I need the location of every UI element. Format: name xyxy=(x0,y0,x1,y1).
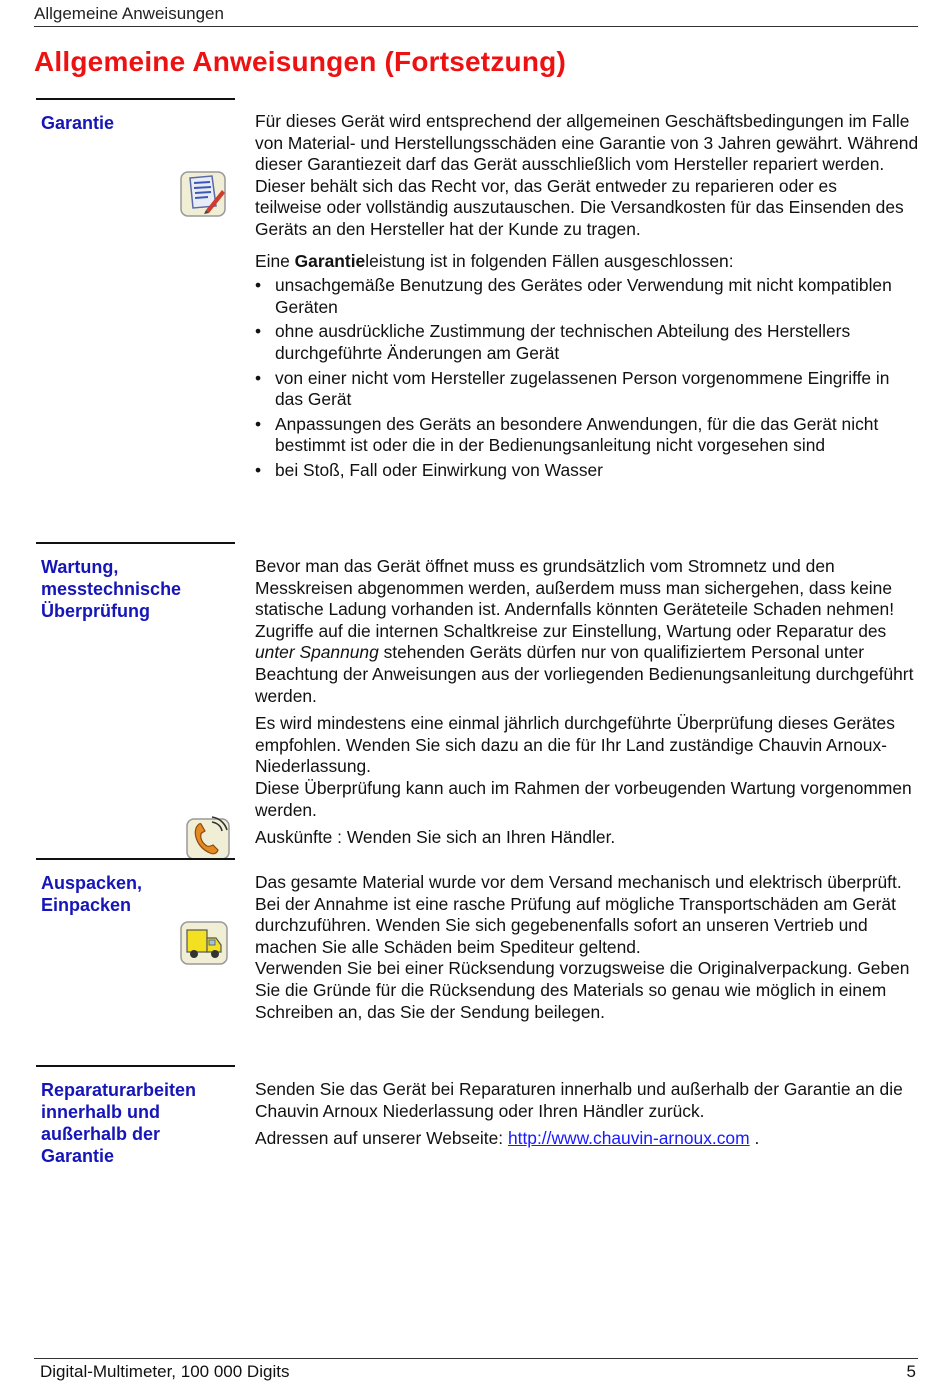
paragraph-text: Bevor man das Gerät öffnet muss es grundsätzlich vom Stromnetz und den Messkreisen abgenommen werden, außerdem muss man sichergehen, dass keine statische Ladung vorhanden ist. Andernfalls könnten Geräteteile Schaden nehmen! Zugriffe auf die internen Schaltkreise zur Einstellung, Wartung oder Reparatur des xyxy=(255,556,895,641)
heading-text: Überprüfung xyxy=(41,601,150,621)
paragraph-text: Auskünfte : Wenden Sie sich an Ihren Händler. xyxy=(255,827,616,848)
list-item-text: ohne ausdrückliche Zustimmung der technischen Abteilung des Herstellers durchgeführte Änderungen am Gerät xyxy=(275,321,851,363)
italic-term: unter Spannung xyxy=(255,642,379,663)
heading-text: Auspacken, xyxy=(41,873,143,893)
section-heading-reparatur xyxy=(41,1079,231,1167)
document-pen-icon xyxy=(178,168,230,225)
list-item xyxy=(255,414,920,457)
running-header: Allgemeine Anweisungen xyxy=(34,4,224,23)
section-heading-auspacken xyxy=(41,872,231,916)
list-item-text: von einer nicht vom Hersteller zugelassenen Person vorgenommene Eingriffe in das Gerät xyxy=(275,367,890,410)
footer-document-title: Digital-Multimeter, 100 000 Digits xyxy=(40,1362,290,1381)
header-divider xyxy=(34,26,918,27)
paragraph-text: Diese Überprüfung kann auch im Rahmen der vorbeugenden Wartung vorgenommen werden. xyxy=(255,777,912,820)
heading-text: Reparaturarbeiten xyxy=(41,1080,197,1100)
paragraph xyxy=(255,556,920,707)
section-divider-wartung xyxy=(36,542,235,544)
exclusion-list xyxy=(255,275,920,481)
paragraph xyxy=(255,111,920,241)
page-number: 5 xyxy=(906,1362,916,1381)
heading-text: außerhalb der xyxy=(41,1124,161,1144)
website-link[interactable]: http://www.chauvin-arnoux.com xyxy=(507,1128,750,1149)
paragraph xyxy=(255,872,920,1023)
page-title: Allgemeine Anweisungen (Fortsetzung) xyxy=(34,46,566,77)
paragraph-text: leistung ist in folgenden Fällen ausgeschlossen: xyxy=(365,250,734,271)
delivery-truck-icon xyxy=(178,918,230,973)
list-item-text: unsachgemäße Benutzung des Gerätes oder Verwendung mit nicht kompatiblen Geräten xyxy=(275,275,892,317)
list-item xyxy=(255,321,920,364)
footer-divider xyxy=(34,1358,918,1359)
bold-term: Garantie xyxy=(294,250,366,271)
paragraph-text: Das gesamte Material wurde vor dem Versand mechanisch und elektrisch überprüft. Bei der Annahme ist eine rasche Prüfung auf mögliche Transportschäden am Gerät durchzuführen. Wenden Sie sich gegebenenfalls sofort an unseren Vertrieb und machen Sie alle Schäden beim Spediteur geltend. xyxy=(255,872,902,957)
heading-text: Wartung, xyxy=(41,557,119,577)
bullet-glyph: • xyxy=(255,367,262,388)
bullet-glyph: • xyxy=(255,413,262,434)
heading-text: Garantie xyxy=(41,1146,115,1166)
list-item-text: bei Stoß, Fall oder Einwirkung von Wasser xyxy=(275,459,603,480)
paragraph-text: teilweise oder vollständig auszutauschen. Die Versandkosten für das Einsenden des Geräts an den Hersteller hat der Kunde zu tragen. xyxy=(255,197,904,239)
paragraph-text: Für dieses Gerät wird entsprechend der allgemeinen Geschäftsbedingungen im Falle von Material- und Herstellungsschäden eine Garantie von 3 Jahren gewährt. Während dieser Garantiezeit darf das Gerät ausschließlich vom Hersteller repariert werden. Dieser behält sich das Recht vor, das Gerät entweder zu reparieren oder es xyxy=(255,111,919,196)
bullet-glyph: • xyxy=(255,459,262,480)
paragraph-text: Adressen auf unserer Webseite: xyxy=(255,1128,508,1149)
paragraph xyxy=(255,251,920,273)
heading-text: Garantie xyxy=(41,113,115,133)
paragraph-text: Senden Sie das Gerät bei Reparaturen innerhalb und außerhalb der Garantie an die Chauvin Arnoux Niederlassung oder Ihren Händler zurück. xyxy=(255,1079,903,1121)
section-divider-auspacken xyxy=(36,858,235,860)
heading-text: messtechnische xyxy=(41,579,182,599)
paragraph-text: . xyxy=(749,1128,760,1149)
paragraph xyxy=(255,827,920,849)
paragraph xyxy=(255,713,920,821)
heading-text: Einpacken xyxy=(41,895,132,915)
paragraph-text: Es wird mindestens eine einmal jährlich durchgeführte Überprüfung dieses Gerätes empfohlen. Wenden Sie sich dazu an die für Ihr Land zuständige Chauvin Arnoux-Niederlassung. xyxy=(255,713,895,777)
paragraph xyxy=(255,1128,920,1150)
paragraph xyxy=(255,1079,920,1122)
bullet-glyph: • xyxy=(255,275,262,296)
bullet-glyph: • xyxy=(255,321,262,342)
paragraph-text: Verwenden Sie bei einer Rücksendung vorzugsweise die Originalverpackung. Geben Sie die Gründe für die Rücksendung des Materials so genau wie möglich in einem Schreiben an, das Sie der Sendung beilegen. xyxy=(255,958,910,1022)
section-body-reparatur xyxy=(255,1079,920,1156)
section-body-garantie xyxy=(255,111,920,485)
section-divider-reparatur xyxy=(36,1065,235,1067)
section-body-wartung xyxy=(255,556,920,855)
list-item xyxy=(255,368,920,411)
section-heading-garantie xyxy=(41,112,231,134)
list-item xyxy=(255,460,920,482)
list-item-text: Anpassungen des Geräts an besondere Anwendungen, für die das Gerät nicht bestimmt ist oder die in der Bedienungsanleitung nicht vorgesehen sind xyxy=(275,413,879,456)
section-heading-wartung xyxy=(41,556,231,622)
paragraph-text: stehenden Geräts dürfen nur von qualifiziertem Personal unter Beachtung der Anweisungen aus der vorliegenden Bedienungsanleitung durchgeführt werden. xyxy=(255,642,914,706)
section-body-auspacken xyxy=(255,872,920,1023)
paragraph-text: Eine xyxy=(255,250,295,271)
heading-text: innerhalb und xyxy=(41,1102,160,1122)
section-divider-garantie xyxy=(36,98,235,100)
list-item xyxy=(255,275,920,318)
